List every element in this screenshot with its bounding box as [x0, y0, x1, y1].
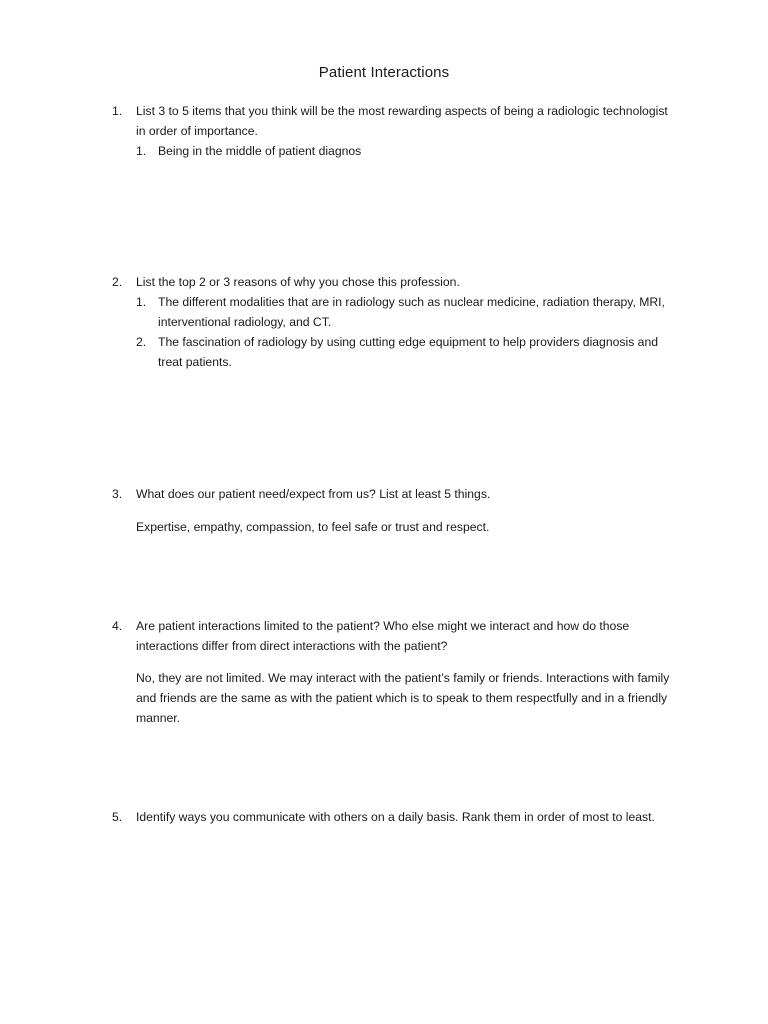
question-text: Are patient interactions limited to the patient? Who else might we interact and how do those interactions differ from direct interactions with the patient? [136, 619, 630, 653]
question-1 [112, 101, 672, 161]
question-4 [112, 616, 672, 728]
list-item [136, 292, 672, 332]
question-3 [112, 484, 672, 537]
list-item [136, 332, 672, 372]
question-5 [112, 807, 672, 827]
list-item-text: The different modalities that are in radiology such as nuclear medicine, radiation therapy, MRI, interventional radiology, and CT. [158, 295, 665, 329]
question-text: List the top 2 or 3 reasons of why you chose this profession. [136, 275, 460, 289]
list-item [136, 141, 672, 161]
list-item-text: The fascination of radiology by using cutting edge equipment to help providers diagnosis and treat patients. [158, 335, 659, 369]
question-text: List 3 to 5 items that you think will be the most rewarding aspects of being a radiologic technologist in order of importance. [136, 104, 668, 138]
list-item-number: 1. [136, 295, 147, 309]
list-item-text: Being in the middle of patient diagnos [158, 144, 362, 158]
question-number: 1. [112, 104, 123, 118]
question-number: 2. [112, 275, 123, 289]
question-2 [112, 272, 672, 372]
question-number: 5. [112, 810, 123, 824]
question-number: 3. [112, 487, 123, 501]
document-title: Patient Interactions [318, 64, 450, 81]
question-text: What does our patient need/expect from us? List at least 5 things. [136, 487, 491, 501]
question-text: Identify ways you communicate with others on a daily basis. Rank them in order of most to least. [136, 810, 655, 824]
list-item-number: 2. [136, 335, 147, 349]
answer-text: Expertise, empathy, compassion, to feel safe or trust and respect. [136, 520, 490, 534]
answer-text: No, they are not limited. We may interact with the patient’s family or friends. Interactions with family and friends are the same as with the patient which is to speak to them respectfully and in a friendly manner. [136, 671, 670, 725]
question-number: 4. [112, 619, 123, 633]
list-item-number: 1. [136, 144, 147, 158]
